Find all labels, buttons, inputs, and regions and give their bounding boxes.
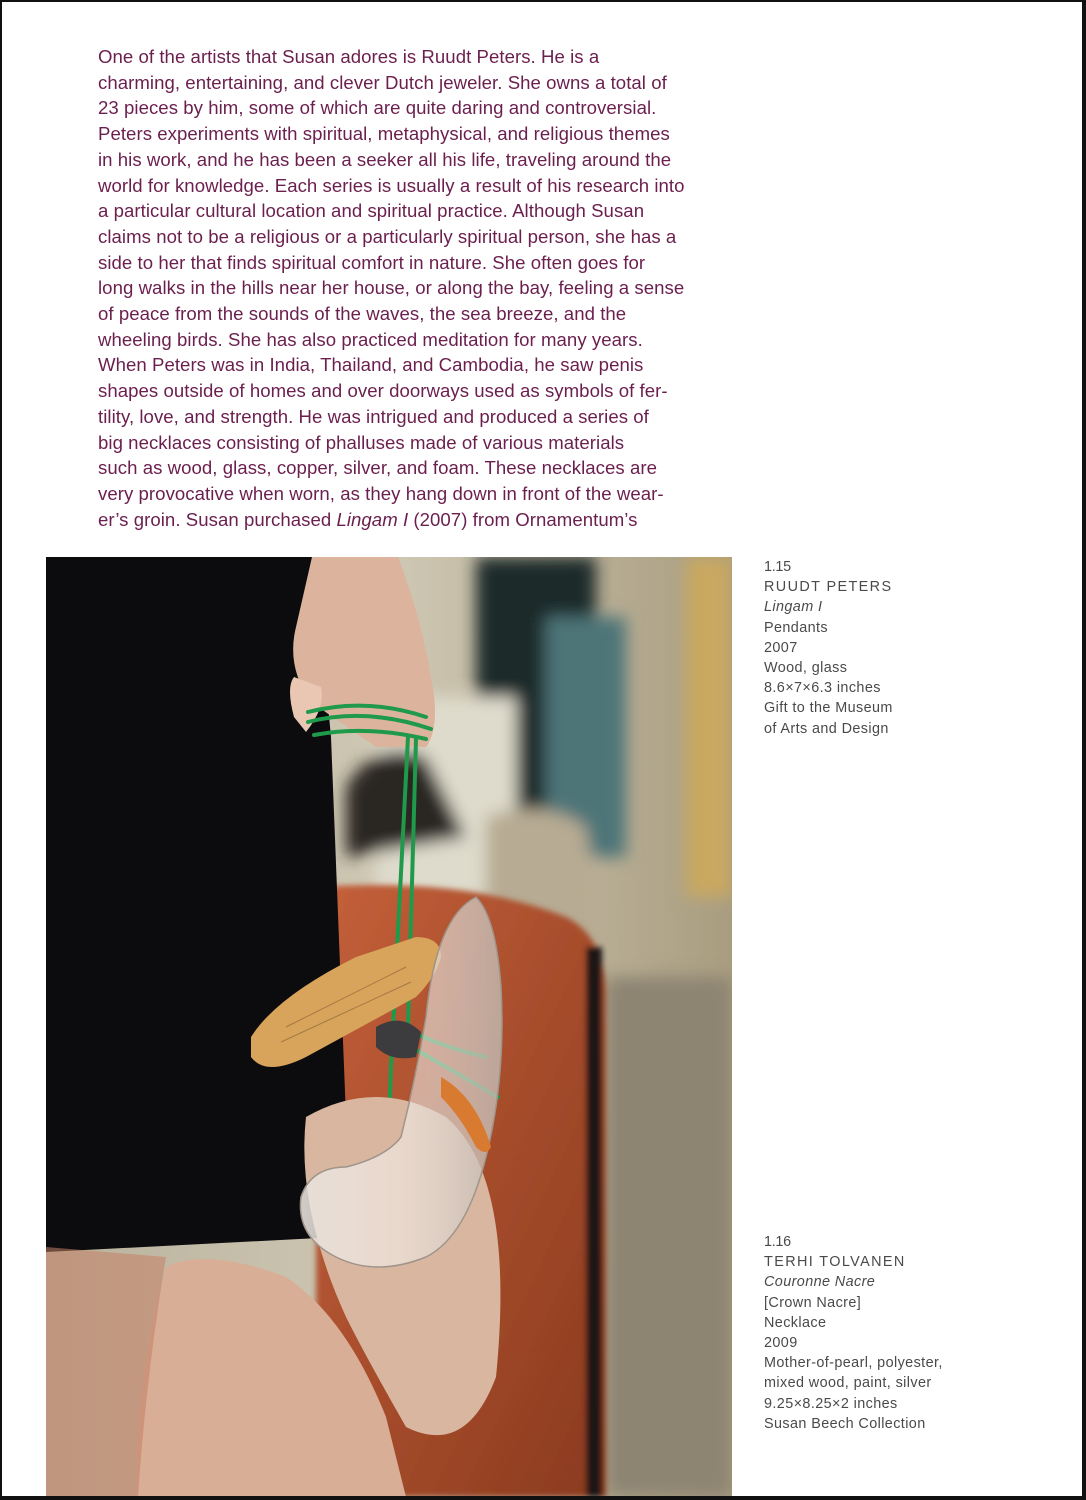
caption-line: 2009 <box>764 1335 798 1352</box>
artist-name: RUUDT PETERS <box>764 579 893 596</box>
text-line: very provocative when worn, as they hang down in front of the wear- <box>98 482 664 504</box>
artwork-photo <box>46 557 732 1496</box>
paragraph-1 <box>46 44 736 352</box>
text-line: side to her that finds spiritual comfort in nature. She often goes for <box>98 251 646 273</box>
text-line: charming, entertaining, and clever Dutch jeweler. She owns a total of <box>98 71 667 93</box>
text-line: Peters experiments with spiritual, metaphysical, and religious themes <box>98 123 670 145</box>
caption-line: Susan Beech Collection <box>764 1415 926 1432</box>
caption-line: 2007 <box>764 639 798 656</box>
text-line: of peace from the sounds of the waves, the sea breeze, and the <box>98 303 627 325</box>
caption-line: Mother-of-pearl, polyester, <box>764 1355 943 1372</box>
artwork-title: Lingam I <box>764 599 823 616</box>
caption-line: mixed wood, paint, silver <box>764 1375 932 1392</box>
text-line: a particular cultural location and spiritual practice. Although Susan <box>98 200 645 222</box>
caption-line: Wood, glass <box>764 660 848 677</box>
text-line: shapes outside of homes and over doorways used as symbols of fer- <box>98 380 668 402</box>
caption-1-16 <box>764 1232 1004 1434</box>
body-text <box>46 44 736 532</box>
text-line: claims not to be a religious or a particularly spiritual person, she has a <box>98 225 677 247</box>
caption-line: Pendants <box>764 619 829 636</box>
text-line: One of the artists that Susan adores is Ruudt Peters. He is a <box>98 46 600 67</box>
text-fragment: (2007) from Ornamentum’s <box>408 508 638 530</box>
text-line: in his work, and he has been a seeker all his life, traveling around the <box>98 148 672 170</box>
caption-1-15 <box>764 557 1004 739</box>
book-page <box>2 2 1082 1496</box>
text-fragment: er’s groin. Susan purchased <box>98 508 337 530</box>
artist-name: TERHI TOLVANEN <box>764 1254 906 1271</box>
text-line-last <box>46 507 736 533</box>
caption-line: of Arts and Design <box>764 720 889 737</box>
text-line: tility, love, and strength. He was intrigued and produced a series of <box>98 405 649 427</box>
artwork-title-inline: Lingam I <box>336 508 409 530</box>
caption-line: 8.6×7×6.3 inches <box>764 680 881 697</box>
paragraph-2 <box>46 352 736 532</box>
figure-number: 1.16 <box>764 1234 791 1250</box>
caption-line: [Crown Nacre] <box>764 1294 862 1311</box>
text-line: long walks in the hills near her house, or along the bay, feeling a sense <box>98 277 685 299</box>
artwork-title: Couronne Nacre <box>764 1274 876 1291</box>
text-line: 23 pieces by him, some of which are quite daring and controversial. <box>98 97 657 119</box>
text-line: wheeling birds. She has also practiced meditation for many years. <box>98 328 643 350</box>
figure-number: 1.15 <box>764 559 791 575</box>
caption-line: Gift to the Museum <box>764 700 893 717</box>
text-line: big necklaces consisting of phalluses made of various materials <box>98 431 625 453</box>
text-line: such as wood, glass, copper, silver, and foam. These necklaces are <box>98 457 658 479</box>
caption-line: 9.25×8.25×2 inches <box>764 1395 898 1412</box>
text-line: world for knowledge. Each series is usually a result of his research into <box>98 174 685 196</box>
caption-line: Necklace <box>764 1314 827 1331</box>
text-line: When Peters was in India, Thailand, and Cambodia, he saw penis <box>98 354 644 376</box>
